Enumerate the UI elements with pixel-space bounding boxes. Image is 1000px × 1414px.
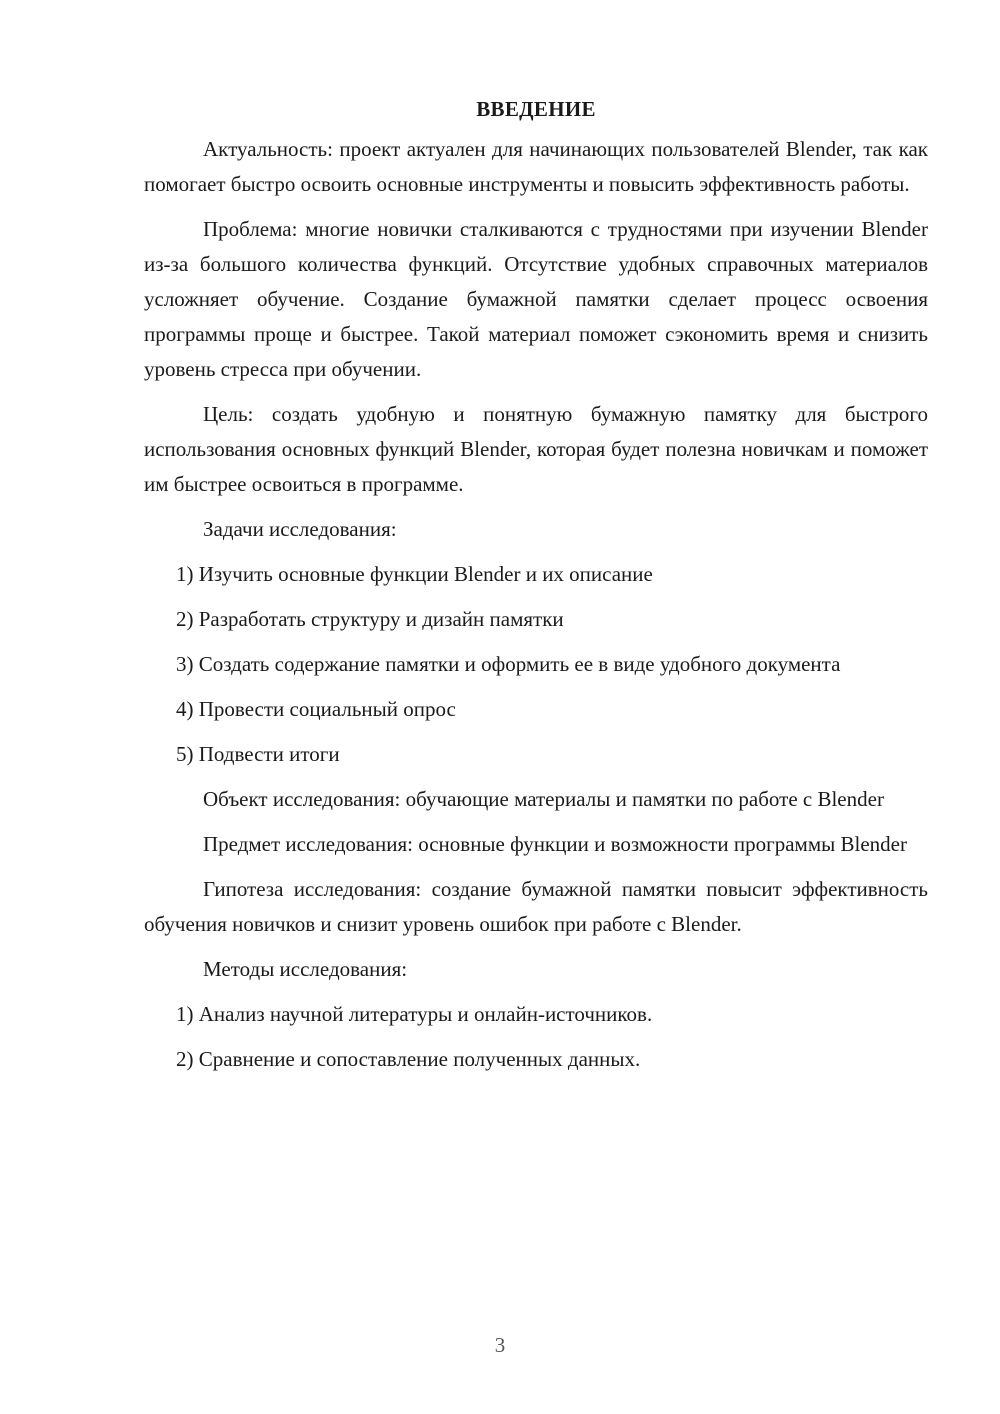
task-item-1: 1) Изучить основные функции Blender и их описание <box>176 562 653 586</box>
page-title: ВВЕДЕНИЕ <box>476 97 596 121</box>
paragraph-hypothesis: Гипотеза исследования: создание бумажной памятки повысит эффективность обучения новичков и снизит уровень ошибок при работе с Blender. <box>144 877 928 936</box>
task-item-5: 5) Подвести итоги <box>176 742 340 766</box>
task-item-2: 2) Разработать структуру и дизайн памятки <box>176 607 564 631</box>
paragraph-relevance: Актуальность: проект актуален для начинающих пользователей Blender, так как помогает быстро освоить основные инструменты и повысить эффективность работы. <box>144 137 928 196</box>
method-item-1: 1) Анализ научной литературы и онлайн-источников. <box>176 1002 653 1026</box>
tasks-heading: Задачи исследования: <box>203 517 397 541</box>
document-page <box>144 92 928 1087</box>
paragraph-subject: Предмет исследования: основные функции и возможности программы Blender <box>203 832 907 856</box>
task-item-4: 4) Провести социальный опрос <box>176 697 456 721</box>
paragraph-problem: Проблема: многие новички сталкиваются с трудностями при изучении Blender из-за большого количества функций. Отсутствие удобных справочных материалов усложняет обучение. Создание бумажной памятки сделает процесс освоения программы проще и быстрее. Такой материал поможет сэкономить время и снизить уровень стресса при обучении. <box>144 217 928 381</box>
page-number: 3 <box>494 1333 506 1357</box>
task-item-3: 3) Создать содержание памятки и оформить ее в виде удобного документа <box>176 652 841 676</box>
paragraph-object: Объект исследования: обучающие материалы и памятки по работе с Blender <box>203 787 884 811</box>
methods-heading: Методы исследования: <box>203 957 408 981</box>
method-item-2: 2) Сравнение и сопоставление полученных данных. <box>176 1047 641 1071</box>
paragraph-goal: Цель: создать удобную и понятную бумажную памятку для быстрого использования основных функций Blender, которая будет полезна новичкам и поможет им быстрее освоиться в программе. <box>144 402 928 496</box>
